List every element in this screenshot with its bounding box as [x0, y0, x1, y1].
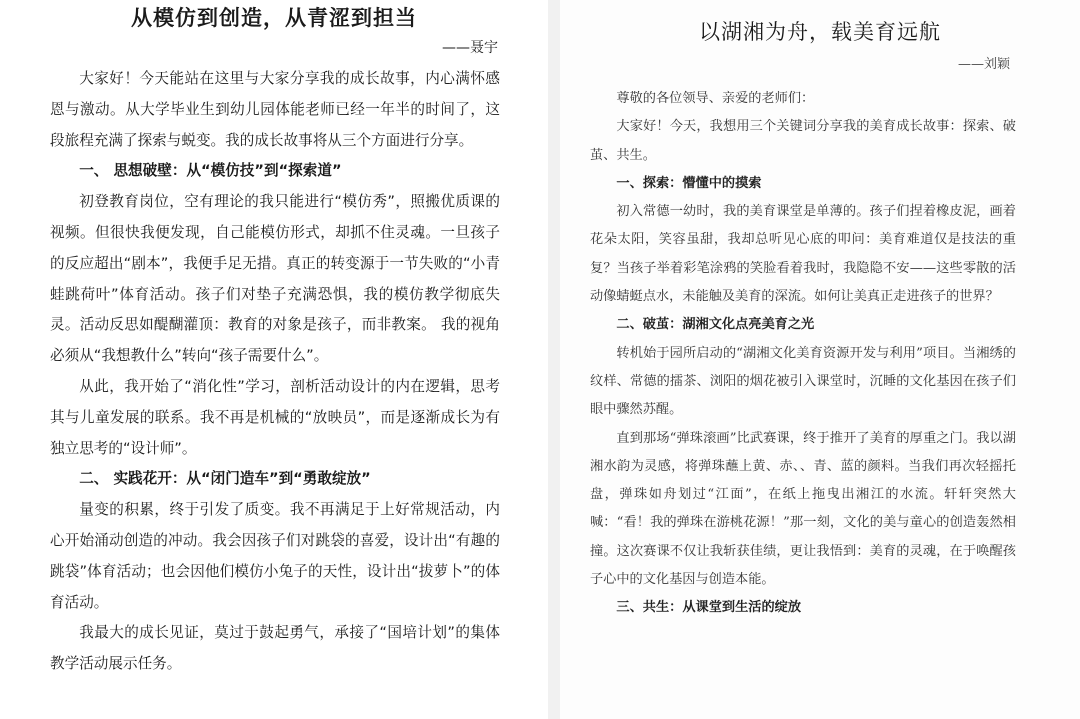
section-heading: 一、探索：懵懂中的摸索: [616, 175, 762, 191]
paragraph: 量变的积累，终于引发了质变。我不再满足于上好常规活动，内心开始涌动创造的冲动。我会因孩子们对跳袋的喜爱，设计出“有趣的跳袋”体育活动；也会因他们模仿小兔子的天性，设计出“拔萝卜”的体育活动。: [50, 501, 500, 611]
paragraph: 从此，我开始了“消化性”学习，剖析活动设计的内在逻辑，思考其与儿童发展的联系。我不再是机械的“放映员”，而是逐渐成长为有独立思考的“设计师”。: [50, 377, 500, 457]
right-article-author: ——刘颖: [958, 57, 1011, 72]
section-heading: 一、 思想破壁：从“模仿技”到“探索道”: [79, 162, 342, 180]
paragraph: 初登教育岗位，空有理论的我只能进行“模仿秀”，照搬优质课的视频。但很快我便发现，自己能模仿形式，却抓不住灵魂。一旦孩子的反应超出“剧本”，我便手足无措。真正的转变源于一节失败的“小青蛙跳荷叶”体育活动。孩子们对垫子充满恐惧，我的模仿教学彻底失灵。活动反思如醍醐灌顶：教育的对象是孩子，而非教案。 我的视角必须从“我想教什么”转向“孩子需要什么”。: [50, 193, 500, 365]
left-article-title: 从模仿到创造，从青涩到担当: [131, 6, 417, 30]
paragraph: 初入常德一幼时，我的美育课堂是单薄的。孩子们捏着橡皮泥，画着花朵太阳，笑容虽甜，我却总听见心底的叩问：美育难道仅是技法的重复？当孩子举着彩笔涂鸦的笑脸看着我时，我隐隐不安——这些零散的活动像蜻蜓点水，未能触及美育的深流。如何让美真正走进孩子的世界？: [590, 204, 1016, 305]
section-heading: 三、共生：从课堂到生活的绽放: [616, 600, 802, 616]
right-article-title: 以湖湘为舟，载美育远航: [699, 20, 941, 44]
paragraph: 大家好！今天，我想用三个关键词分享我的美育成长故事：探索、破茧、共生。: [590, 119, 1016, 163]
paragraph: 转机始于园所启动的“湖湘文化美育资源开发与利用”项目。当湘绣的纹样、常德的擂茶、浏阳的烟花被引入课堂时，沉睡的文化基因在孩子们眼中骤然苏醒。: [590, 345, 1016, 418]
left-article-author: ——聂宇: [442, 40, 498, 56]
page-divider: [548, 0, 560, 719]
paragraph: 大家好！今天能站在这里与大家分享我的成长故事，内心满怀感恩与激动。从大学毕业生到幼儿园体能老师已经一年半的时间了，这段旅程充满了探索与蜕变。我的成长故事将从三个方面进行分享。: [50, 70, 500, 149]
right-article-body: [590, 85, 1016, 623]
section-heading: 二、破茧：湖湘文化点亮美育之光: [616, 317, 815, 333]
paragraph: 直到那场“弹珠滚画”比武赛课，终于推开了美育的厚重之门。我以湖湘水韵为灵感，将弹珠蘸上黄、赤、、青、蓝的颜料。当我们再次轻摇托盘，弹珠如舟划过“江面”，在纸上拖曳出湘江的水流。轩轩突然大喊：“看！我的弹珠在游桃花源！”那一刻，文化的美与童心的创造轰然相撞。这次赛课不仅让我斩获佳绩，更让我悟到：美育的灵魂，在于唤醒孩子心中的文化基因与创造本能。: [590, 430, 1016, 588]
paragraph: 我最大的成长见证，莫过于鼓起勇气，承接了“国培计划”的集体教学活动展示任务。: [50, 624, 500, 673]
right-article: [560, 0, 1080, 719]
salutation: 尊敬的各位领导、亲爱的老师们：: [616, 91, 815, 106]
left-article-body: [50, 64, 500, 680]
section-heading: 二、 实践花开：从“闭门造车”到“勇敢绽放”: [79, 470, 371, 488]
